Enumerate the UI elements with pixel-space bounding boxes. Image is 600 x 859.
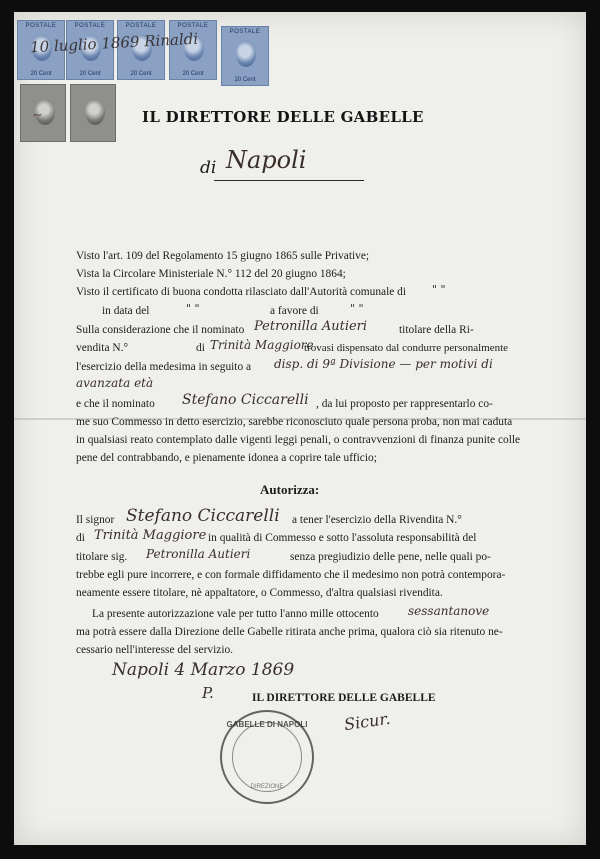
body-line: l'esercizio della medesima in seguito a: [76, 361, 252, 373]
body-line: di: [76, 532, 85, 544]
city-handwritten: Napoli: [226, 146, 307, 174]
body-line: , da lui proposto per rappresentarlo co-: [316, 398, 493, 410]
body-line: in data del: [102, 305, 150, 317]
body-line: di: [196, 342, 205, 354]
body-line: e che il nominato: [76, 398, 155, 410]
body-line: Sulla considerazione che il nominato: [76, 324, 245, 336]
postage-stamp: POSTALE 20 Cent: [169, 20, 217, 80]
body-line: Visto l'art. 109 del Regolamento 15 giugno 1865 sulle Privative;: [76, 250, 370, 262]
body-line: pene del contrabbando, e pienamente idonea a coprire tale ufficio;: [76, 452, 377, 464]
body-line: trovasi dispensato dal condurre personalmente: [304, 342, 509, 354]
handwritten-name: Stefano Ciccarelli: [182, 392, 309, 408]
king-portrait: [85, 99, 105, 125]
seal-inner-ring: [232, 722, 302, 792]
body-line: ma potrà essere dalla Direzione delle Gabelle ritirata anche prima, qualora ciò sia ritenuto ne-: [76, 626, 503, 638]
handwritten-name: Stefano Ciccarelli: [126, 506, 280, 526]
body-line: Il signor: [76, 514, 115, 526]
signature-title: IL DIRETTORE DELLE GABELLE: [252, 692, 436, 704]
body-line: vendita N.°: [76, 342, 129, 354]
handwritten-reason: avanzata età: [76, 376, 154, 390]
postage-stamp: POSTALE 20 Cent: [17, 20, 65, 80]
body-line: Vista la Circolare Ministeriale N.° 112 del 20 giugno 1864;: [76, 268, 346, 280]
handwritten-place: Trinità Maggiore: [210, 338, 314, 352]
body-line: a favore di: [270, 305, 319, 317]
body-line: cessario nell'interesse del servizio.: [76, 644, 234, 656]
postage-stamp: POSTALE 20 Cent: [66, 20, 114, 80]
body-line: a tener l'esercizio della Rivendita N.°: [292, 514, 462, 526]
postage-stamp: POSTALE 20 Cent: [117, 20, 165, 80]
body-line: senza pregiudizio delle pene, nelle quali po-: [290, 551, 491, 563]
handwritten-place: Trinità Maggiore: [94, 528, 207, 543]
handwritten-signature: Sicur.: [342, 708, 392, 735]
handwritten-name: Petronilla Autieri: [146, 547, 251, 561]
body-line: me suo Commesso in detto esercizio, sarebbe riconosciuto quale persona proba, non mai caduta: [76, 416, 513, 428]
stamp-cancellation: 10 luglio 1869 Rinaldi: [29, 29, 199, 57]
body-line: in qualità di Commesso e sotto l'assoluta responsabilità del: [208, 532, 477, 544]
document-page: [14, 12, 586, 845]
body-line: trebbe egli pure incorrere, e con formale diffidamento che il medesimo non potrà contempora-: [76, 569, 506, 581]
handwritten-ditto: " ": [432, 283, 446, 296]
revenue-stamp: [70, 84, 116, 142]
handwritten-year: sessantanove: [408, 604, 490, 618]
document-title: IL DIRETTORE DELLE GABELLE: [142, 108, 424, 126]
body-line: titolare della Ri-: [399, 324, 474, 336]
city-underline: [214, 180, 364, 181]
autorizza-heading: Autorizza:: [260, 482, 320, 497]
body-line: La presente autorizzazione vale per tutto l'anno mille ottocento: [92, 608, 379, 620]
title-di: di: [200, 158, 217, 178]
handwritten-reason: disp. di 9ª Divisione — per motivi di: [274, 357, 493, 371]
stamp-cancellation-signature: ~: [31, 107, 44, 124]
handwritten-name: Petronilla Autieri: [254, 319, 368, 334]
body-line: titolare sig.: [76, 551, 128, 563]
official-seal: GABELLE DI NAPOLI DIREZIONE: [220, 710, 314, 804]
king-portrait: [236, 41, 256, 67]
body-line: neamente essere titolare, nè appaltatore, o Commesso, d'altra qualsiasi rivendita.: [76, 587, 443, 599]
handwritten-ditto: " ": [186, 302, 200, 315]
revenue-stamp: [20, 84, 66, 142]
body-line: in qualsiasi reato contemplato dalle vigenti leggi penali, o contravvenzioni di finanza punite colle: [76, 434, 521, 446]
postage-stamp: POSTALE 20 Cent: [221, 26, 269, 86]
body-line: Visto il certificato di buona condotta rilasciato dall'Autorità comunale di: [76, 286, 407, 298]
handwritten-date: Napoli 4 Marzo 1869: [112, 660, 295, 680]
handwritten-ditto: " ": [350, 302, 364, 315]
handwritten-per: P.: [202, 684, 214, 702]
